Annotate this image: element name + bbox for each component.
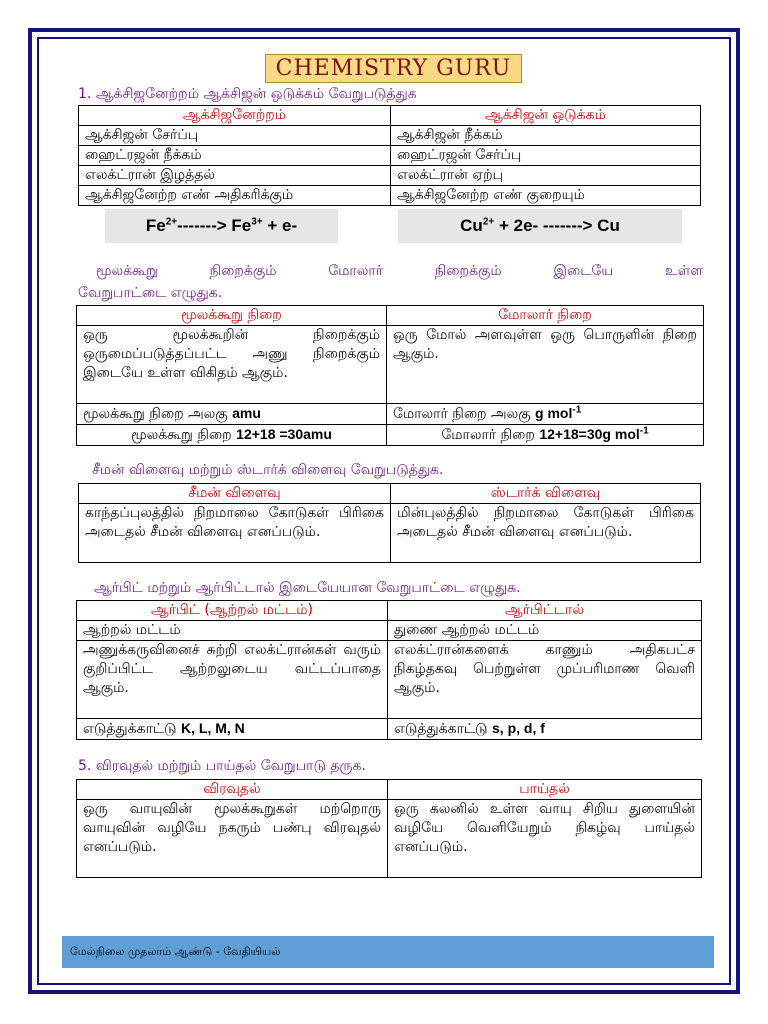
table-cell: மின்புலத்தில் நிறமாலை கோடுகள் பிரிகை அடைதல் சீமன் விளைவு எனப்படும்.	[391, 504, 701, 563]
question-number: 1.	[78, 86, 92, 102]
table-cell: மோலார் நிறை அலகு g mol$^{-1}$	[387, 404, 704, 425]
table-header: விரவுதல்	[77, 780, 388, 800]
table-header: மோலார் நிறை	[387, 306, 704, 326]
zeeman-stark-table	[78, 483, 701, 563]
table-cell: ஆக்சிஜனேற்ற எண் அதிகரிக்கும்	[79, 186, 391, 206]
page-footer: மேல்நிலை முதலாம் ஆண்டு - வேதியியல்	[62, 936, 714, 968]
table-cell: எலக்ட்ரான் ஏற்பு	[391, 166, 701, 186]
question-2-line-2	[78, 285, 222, 303]
table-cell: மூலக்கூறு நிறை அலகு amu	[77, 404, 387, 425]
table-cell: ஒரு மோல் அளவுள்ள ஒரு பொருளின் நிறை ஆகும்.	[387, 326, 704, 404]
table-cell: எலக்ட்ரான் இழத்தல்	[79, 166, 391, 186]
table-cell: ஹைட்ரஜன் சேர்ப்பு	[391, 146, 701, 166]
molecular-molar-mass-table	[76, 305, 704, 446]
table-cell: ஒரு வாயுவின் மூலக்கூறுகள் மற்றொரு வாயுவின் வழியே நகரும் பண்பு விரவுதல் எனப்படும்.	[77, 800, 388, 878]
table-cell: ஆக்சிஜனேற்ற எண் குறையும்	[391, 186, 701, 206]
table-cell: எடுத்துக்காட்டு K, L, M, N	[77, 719, 388, 740]
question-text: சீமன் விளைவு மற்றும் ஸ்டார்க் விளைவு வேறுபடுத்துக.	[92, 462, 444, 478]
table-cell: எடுத்துக்காட்டு s, p, d, f	[388, 719, 702, 740]
table-header: ஆக்சிஜன் ஒடுக்கம்	[391, 106, 701, 126]
question-4	[94, 580, 521, 598]
table-cell: ஹைட்ரஜன் நீக்கம்	[79, 146, 391, 166]
table-header: ஆர்பிட்டால்	[388, 601, 702, 621]
table-cell: துணை ஆற்றல் மட்டம்	[388, 621, 702, 641]
table-cell: ஆக்சிஜன் சேர்ப்பு	[79, 126, 391, 146]
page-title: CHEMISTRY GURU	[265, 54, 522, 83]
question-1	[78, 86, 417, 104]
question-text: வேறுபாட்டை எழுதுக.	[78, 285, 223, 301]
oxidation-equation: $Fe^{2+}-------> Fe^{3+} + e-$	[105, 209, 338, 243]
table-cell: ஒரு மூலக்கூறின் நிறைக்கும் ஒருமைப்படுத்தப்பட்ட அணு நிறைக்கும் இடையே உள்ள விகிதம் ஆகும்.	[77, 326, 387, 404]
table-cell: ஆற்றல் மட்டம்	[77, 621, 388, 641]
table-cell: காந்தப்புலத்தில் நிறமாலை கோடுகள் பிரிகை அடைதல் சீமன் விளைவு எனப்படும்.	[79, 504, 391, 563]
question-number: 5.	[78, 758, 92, 774]
table-header: சீமன் விளைவு	[79, 484, 391, 504]
question-3	[92, 462, 443, 480]
diffusion-effusion-table	[76, 779, 702, 878]
table-cell: எலக்ட்ரான்களைக் காணும் அதிகபட்ச நிகழ்தகவு பெற்றுள்ள முப்பரிமாண வெளி ஆகும்.	[388, 641, 702, 719]
table-header: பாய்தல்	[388, 780, 702, 800]
table-cell: அணுக்கருவினைச் சுற்றி எலக்ட்ரான்கள் வரும் குறிப்பிட்ட ஆற்றலுடைய வட்டப்பாதை ஆகும்.	[77, 641, 388, 719]
table-cell: மூலக்கூறு நிறை 12+18 =30amu	[77, 425, 387, 446]
table-header: ஸ்டார்க் விளைவு	[391, 484, 701, 504]
table-header: ஆர்பிட் (ஆற்றல் மட்டம்)	[77, 601, 388, 621]
question-text: மூலக்கூறு நிறைக்கும் மோலார் நிறைக்கும் இடையே உள்ள	[96, 263, 703, 279]
table-cell: ஒரு கலனில் உள்ள வாயு சிறிய துளையின் வழியே வெளியேறும் நிகழ்வு பாய்தல் எனப்படும்.	[388, 800, 702, 878]
table-cell: மோலார் நிறை 12+18=30g mol$^{-1}$	[387, 425, 704, 446]
oxidation-reduction-table	[78, 105, 701, 206]
table-header: மூலக்கூறு நிறை	[77, 306, 387, 326]
orbit-orbital-table	[76, 600, 702, 740]
table-cell: ஆக்சிஜன் நீக்கம்	[391, 126, 701, 146]
table-header: ஆக்சிஜனேற்றம்	[79, 106, 391, 126]
question-text: விரவுதல் மற்றும் பாய்தல் வேறுபாடு தருக.	[95, 758, 366, 774]
reduction-equation: $Cu^{2+} + 2e-$ -------> Cu	[398, 209, 682, 243]
question-text: ஆர்பிட் மற்றும் ஆர்பிட்டால் இடையேயான வேறுபாட்டை எழுதுக.	[94, 580, 521, 596]
question-text: ஆக்சிஜனேற்றம் ஆக்சிஜன் ஒடுக்கம் வேறுபடுத்துக	[95, 86, 417, 102]
question-5	[78, 758, 366, 776]
question-2	[78, 263, 703, 281]
